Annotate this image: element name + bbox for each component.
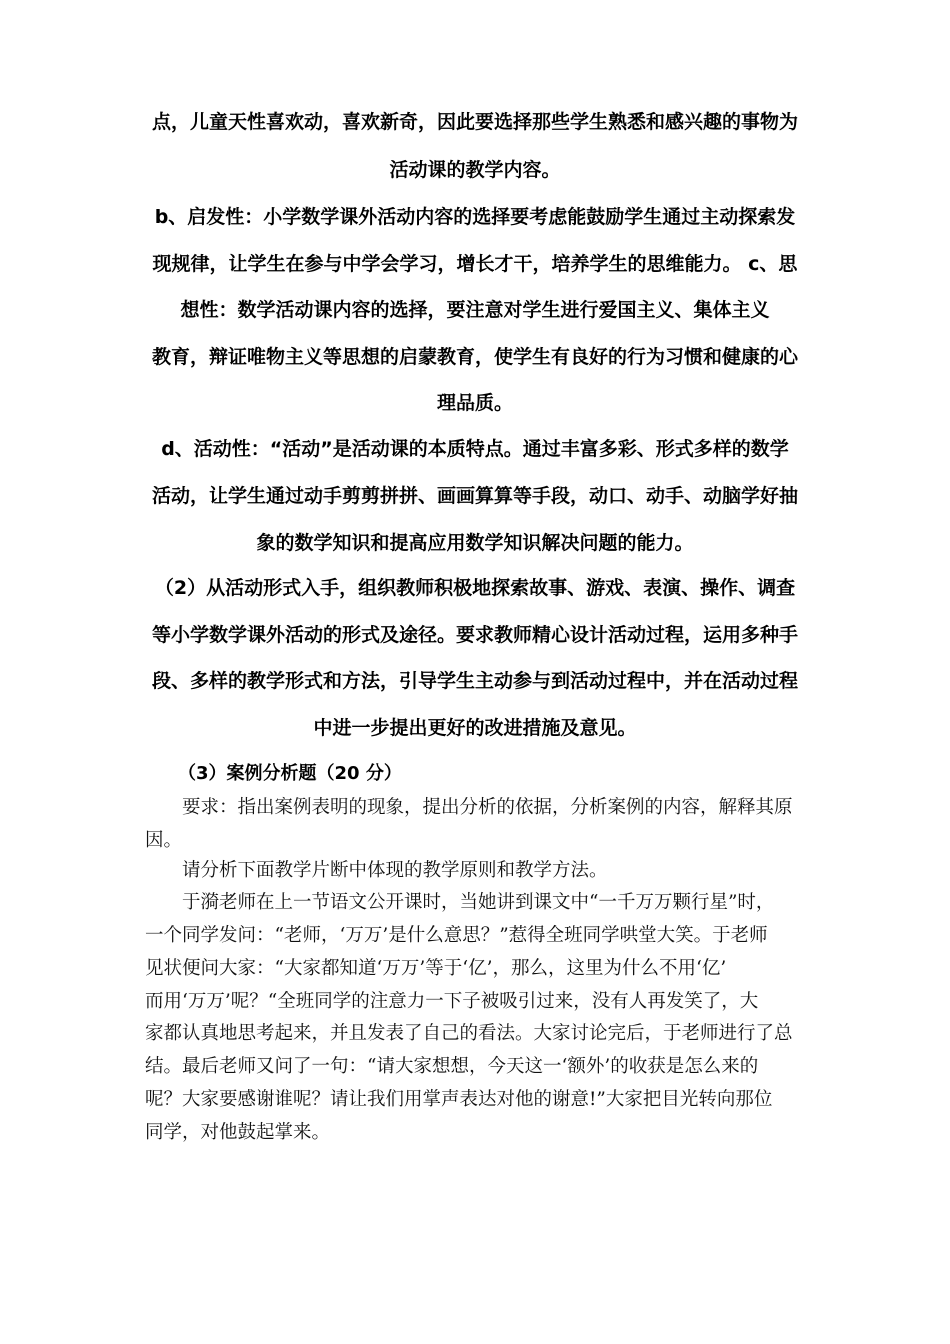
text-line: 现规律，让学生在参与中学会学习，增长才干，培养学生的思维能力。 c、思 — [152, 253, 798, 275]
text-line: 一个同学发问：“老师，‘万万’是什么意思？”惹得全班同学哄堂大笑。于老师 — [145, 925, 768, 946]
text-line: 活动，让学生通过动手剪剪拼拼、画画算算等手段，动口、动手、动脑学好抽 — [151, 485, 798, 507]
text-line: 等小学数学课外活动的形式及途径。要求教师精心设计活动过程，运用多种手 — [151, 624, 798, 646]
text-line: 象的数学知识和提高应用数学知识解决问题的能力。 — [256, 532, 694, 554]
text-line: 同学，对他鼓起掌来。 — [145, 1122, 331, 1143]
text-line: 点，儿童天性喜欢动，喜欢新奇，因此要选择那些学生熟悉和感兴趣的事物为 — [151, 111, 798, 133]
text-line: 中进一步提出更好的改进措施及意见。 — [313, 717, 637, 739]
text-line: b、启发性：小学数学课外活动内容的选择要考虑能鼓励学生通过主动探索发 — [154, 206, 796, 228]
text-line: 想性：数学活动课内容的选择，要注意对学生进行爱国主义、集体主义 — [180, 299, 770, 321]
text-line: 因。 — [145, 830, 183, 851]
text-line: 段、多样的教学形式和方法，引导学生主动参与到活动过程中，并在活动过程 — [151, 670, 798, 692]
text-line: 理品质。 — [436, 392, 513, 414]
text-line: 结。最后老师又问了一句：“请大家想想，今天这一‘额外’的收获是怎么来的 — [145, 1056, 759, 1077]
text-line: 家都认真地思考起来，并且发表了自己的看法。大家讨论完后，于老师进行了总 — [145, 1023, 793, 1044]
text-line: d、活动性：“活动”是活动课的本质特点。通过丰富多彩、形式多样的数学 — [161, 438, 789, 460]
text-line: 要求：指出案例表明的现象，提出分析的依据，分析案例的内容，解释其原 — [182, 797, 793, 818]
text-line: 请分析下面教学片断中体现的教学原则和教学方法。 — [182, 860, 608, 881]
text-line: 教育，辩证唯物主义等思想的启蒙教育，使学生有良好的行为习惯和健康的心 — [151, 346, 798, 368]
section-heading: （3）案例分析题（20 分） — [178, 763, 402, 784]
text-line: 而用‘万万’呢？“全班同学的注意力一下子被吸引过来，没有人再发笑了，大 — [145, 991, 759, 1012]
text-line: 呢？大家要感谢谁呢？请让我们用掌声表达对他的谢意!”大家把目光转向那位 — [145, 1089, 773, 1110]
text-line: 于漪老师在上一节语文公开课时，当她讲到课文中“一千万万颗行星”时， — [182, 892, 775, 913]
text-line: 活动课的教学内容。 — [389, 159, 561, 181]
text-line: 见状便问大家：“大家都知道‘万万’等于‘亿’，那么，这里为什么不用‘亿’ — [145, 958, 727, 979]
text-line: （2）从活动形式入手，组织教师积极地探索故事、游戏、表演、操作、调查 — [154, 577, 796, 599]
